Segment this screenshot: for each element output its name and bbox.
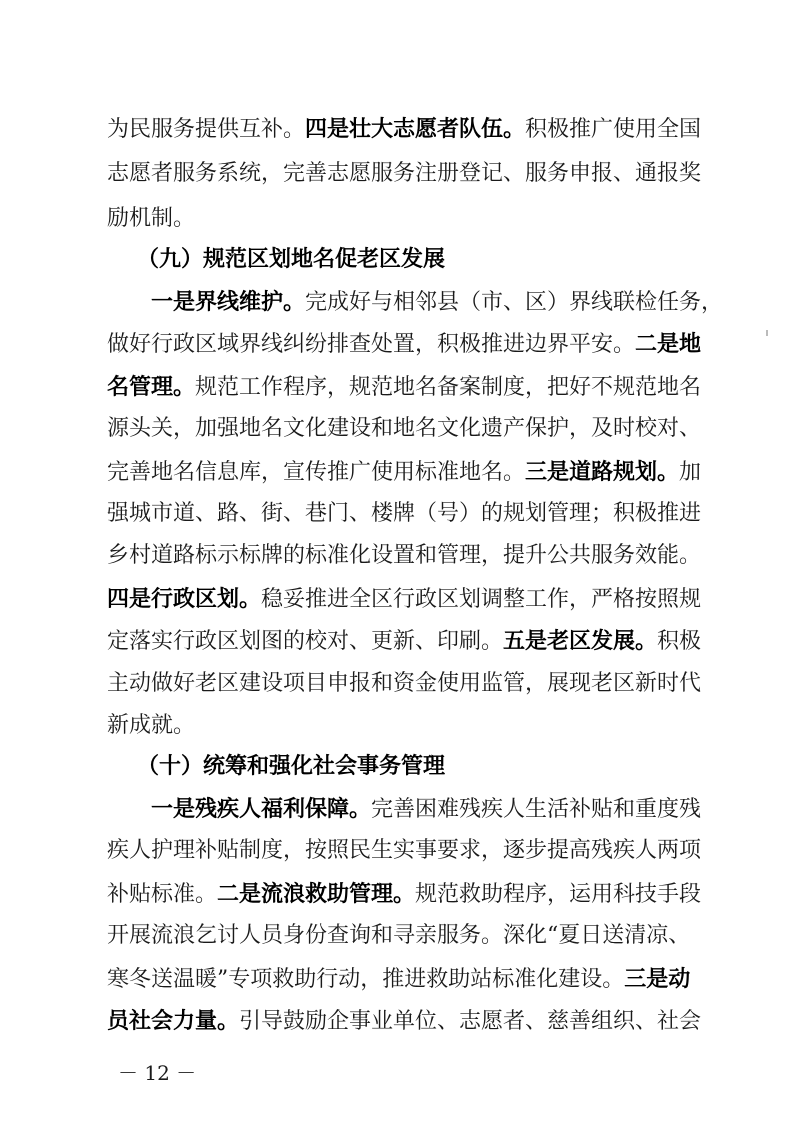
text-run: 补贴标准。 — [107, 882, 218, 907]
paragraph-line — [151, 795, 702, 823]
text-run: 规范工作程序，规范地名备案制度，把好不规范地名 — [195, 375, 702, 400]
bold-keyword: 一是残疾人福利保障。 — [151, 796, 372, 822]
paragraph-line — [107, 542, 702, 570]
bold-keyword: 二是地 — [635, 331, 702, 357]
bold-keyword: 员社会力量。 — [107, 1008, 240, 1034]
text-run: 寒冬送温暖”专项救助行动，推进救助站标准化建设。 — [107, 967, 625, 992]
paragraph-line — [107, 160, 702, 188]
bold-keyword: 三是动 — [624, 966, 691, 992]
paragraph-line — [151, 288, 724, 316]
text-run: 为民服务提供互补。 — [107, 117, 306, 142]
paragraph-line — [107, 115, 702, 143]
section-heading-text: （九）规范区划地名促老区发展 — [137, 246, 446, 272]
paragraph-line — [107, 415, 702, 443]
bold-keyword: 四是行政区划。 — [107, 586, 262, 612]
section-heading-text: （十）统筹和强化社会事务管理 — [137, 753, 446, 779]
text-run: 新成就。 — [107, 713, 196, 738]
paragraph-line — [107, 1007, 702, 1035]
text-run: 励机制。 — [107, 206, 196, 231]
bold-keyword: 五是老区发展。 — [503, 628, 658, 654]
paragraph-line — [107, 965, 691, 993]
bold-keyword: 二是流浪救助管理。 — [217, 881, 416, 907]
paragraph-line — [107, 922, 691, 950]
paragraph-line — [107, 837, 702, 865]
text-run: 完成好与相邻县（市、区）界线联检任务， — [305, 290, 724, 315]
paragraph-line — [107, 373, 702, 401]
bold-keyword: 三是道路规划。 — [525, 459, 680, 485]
section-heading — [137, 752, 717, 780]
paragraph-line — [107, 500, 702, 528]
paragraph-line — [107, 330, 702, 358]
paragraph-line — [107, 585, 702, 613]
scan-speck — [766, 330, 768, 336]
text-run: 源头关，加强地名文化建设和地名文化遗产保护，及时校对、 — [107, 416, 702, 441]
text-run: 规范救助程序，运用科技手段 — [415, 882, 702, 907]
text-run: 加 — [679, 460, 702, 485]
text-run: 定落实行政区划图的校对、更新、印刷。 — [107, 629, 504, 654]
bold-keyword: 名管理。 — [107, 374, 196, 400]
text-run: 开展流浪乞讨人员身份查询和寻亲服务。深化“夏日送清凉、 — [107, 923, 691, 948]
text-run: 乡村道路标示标牌的标准化设置和管理，提升公共服务效能。 — [107, 543, 702, 568]
bold-keyword: 四是壮大志愿者队伍。 — [305, 116, 526, 142]
text-run: 完善地名信息库，宣传推广使用标准地名。 — [107, 460, 526, 485]
text-run: 主动做好老区建设项目申报和资金使用监管，展现老区新时代 — [107, 671, 702, 696]
paragraph-line — [107, 627, 702, 655]
paragraph-line — [107, 205, 687, 233]
text-run: 疾人护理补贴制度，按照民生实事要求，逐步提高残疾人两项 — [107, 838, 702, 863]
text-run: 志愿者服务系统，完善志愿服务注册登记、服务申报、通报奖 — [107, 161, 702, 186]
text-run: 强城市道、路、街、巷门、楼牌（号）的规划管理；积极推进 — [107, 501, 702, 526]
paragraph-line — [107, 458, 702, 486]
section-heading — [137, 245, 717, 273]
paragraph-line — [107, 670, 702, 698]
paragraph-line — [107, 712, 687, 740]
text-run: 稳妥推进全区行政区划调整工作，严格按照规 — [261, 587, 702, 612]
paragraph-line — [107, 880, 702, 908]
text-run: 积极推广使用全国 — [525, 117, 702, 142]
page-number: － 12 － — [118, 1061, 197, 1085]
text-run: 做好行政区域界线纠纷排查处置，积极推进边界平安。 — [107, 332, 636, 357]
text-run: 积极 — [657, 629, 702, 654]
text-run: 完善困难残疾人生活补贴和重度残 — [371, 797, 702, 822]
text-run: 引导鼓励企事业单位、志愿者、慈善组织、社会 — [239, 1009, 702, 1034]
bold-keyword: 一是界线维护。 — [151, 289, 306, 315]
